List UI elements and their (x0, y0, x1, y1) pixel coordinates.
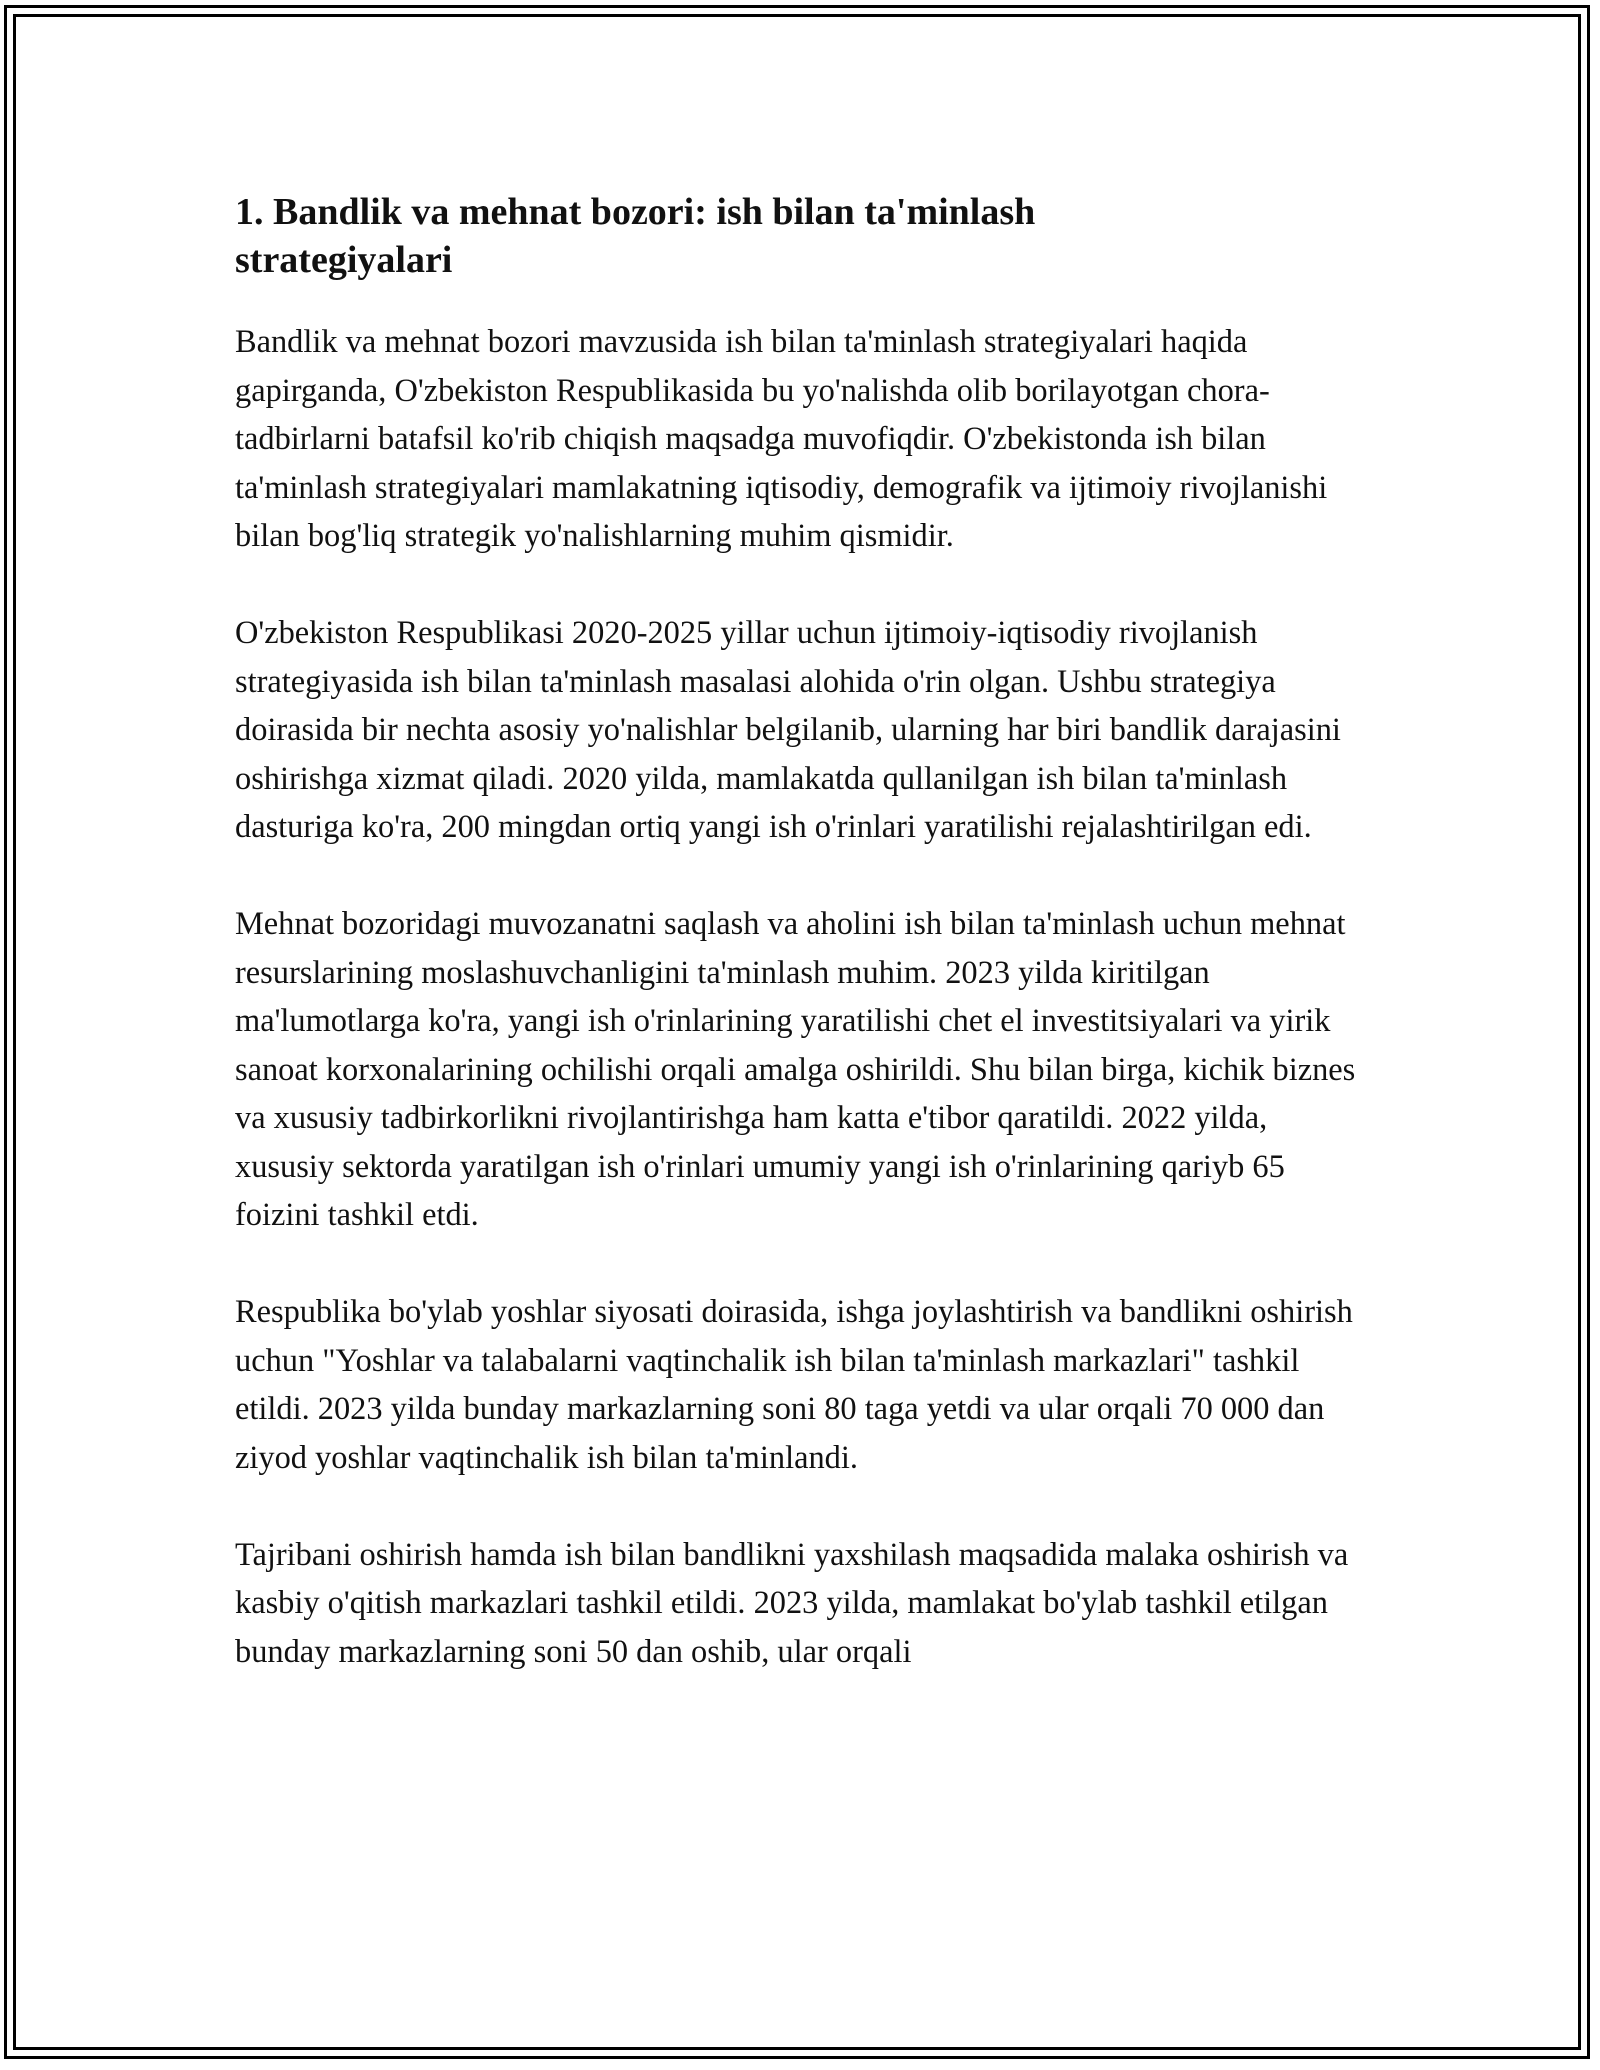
paragraph-1: Bandlik va mehnat bozori mavzusida ish bilan ta'minlash strategiyalari haqida gapirganda, O'zbekiston Respublikasida bu yo'nalishda olib borilayotgan chora-tadbirlarni batafsil ko'rib chiqish maqsadga muvofiqdir. O'zbekistonda ish bilan ta'minlash strategiyalari mamlakatning iqtisodiy, demografik va ijtimoiy rivojlanishi bilan bog'liq strategik yo'nalishlarning muhim qismidir. (235, 324, 1328, 554)
document-body (235, 188, 1370, 1725)
paragraph-2: O'zbekiston Respublikasi 2020-2025 yillar uchun ijtimoiy-iqtisodiy rivojlanish strategiyasida ish bilan ta'minlash masalasi alohida o'rin olgan. Ushbu strategiya doirasida bir nechta asosiy yo'nalishlar belgilanib, ularning har biri bandlik darajasini oshirishga xizmat qiladi. 2020 yilda, mamlakatda qullanilgan ish bilan ta'minlash dasturiga ko'ra, 200 mingdan ortiq yangi ish o'rinlari yaratilishi rejalashtirilgan edi. (235, 615, 1341, 845)
paragraph-5: Tajribani oshirish hamda ish bilan bandlikni yaxshilash maqsadida malaka oshirish va kasbiy o'qitish markazlari tashkil etildi. 2023 yilda, mamlakat bo'ylab tashkil etilgan bunday markazlarning soni 50 dan oshib, ular orqali (235, 1536, 1349, 1670)
paragraph-3: Mehnat bozoridagi muvozanatni saqlash va aholini ish bilan ta'minlash uchun mehnat resurslarining moslashuvchanligini ta'minlash muhim. 2023 yilda kiritilgan ma'lumotlarga ko'ra, yangi ish o'rinlarining yaratilishi chet el investitsiyalari va yirik sanoat korxonalarining ochilishi orqali amalga oshirildi. Shu bilan birga, kichik biznes va xususiy tadbirkorlikni rivojlantirishga ham katta e'tibor qaratildi. 2022 yilda, xususiy sektorda yaratilgan ish o'rinlari umumiy yangi ish o'rinlarining qariyb 65 foizini tashkil etdi. (235, 906, 1356, 1233)
section-heading: 1. Bandlik va mehnat bozori: ish bilan ta'minlash strategiyalari (235, 191, 1036, 281)
paragraph-4: Respublika bo'ylab yoshlar siyosati doirasida, ishga joylashtirish va bandlikni oshirish uchun "Yoshlar va talabalarni vaqtinchalik ish bilan ta'minlash markazlari" tashkil etildi. 2023 yilda bunday markazlarning soni 80 taga yetdi va ular orqali 70 000 dan ziyod yoshlar vaqtinchalik ish bilan ta'minlandi. (235, 1294, 1353, 1476)
